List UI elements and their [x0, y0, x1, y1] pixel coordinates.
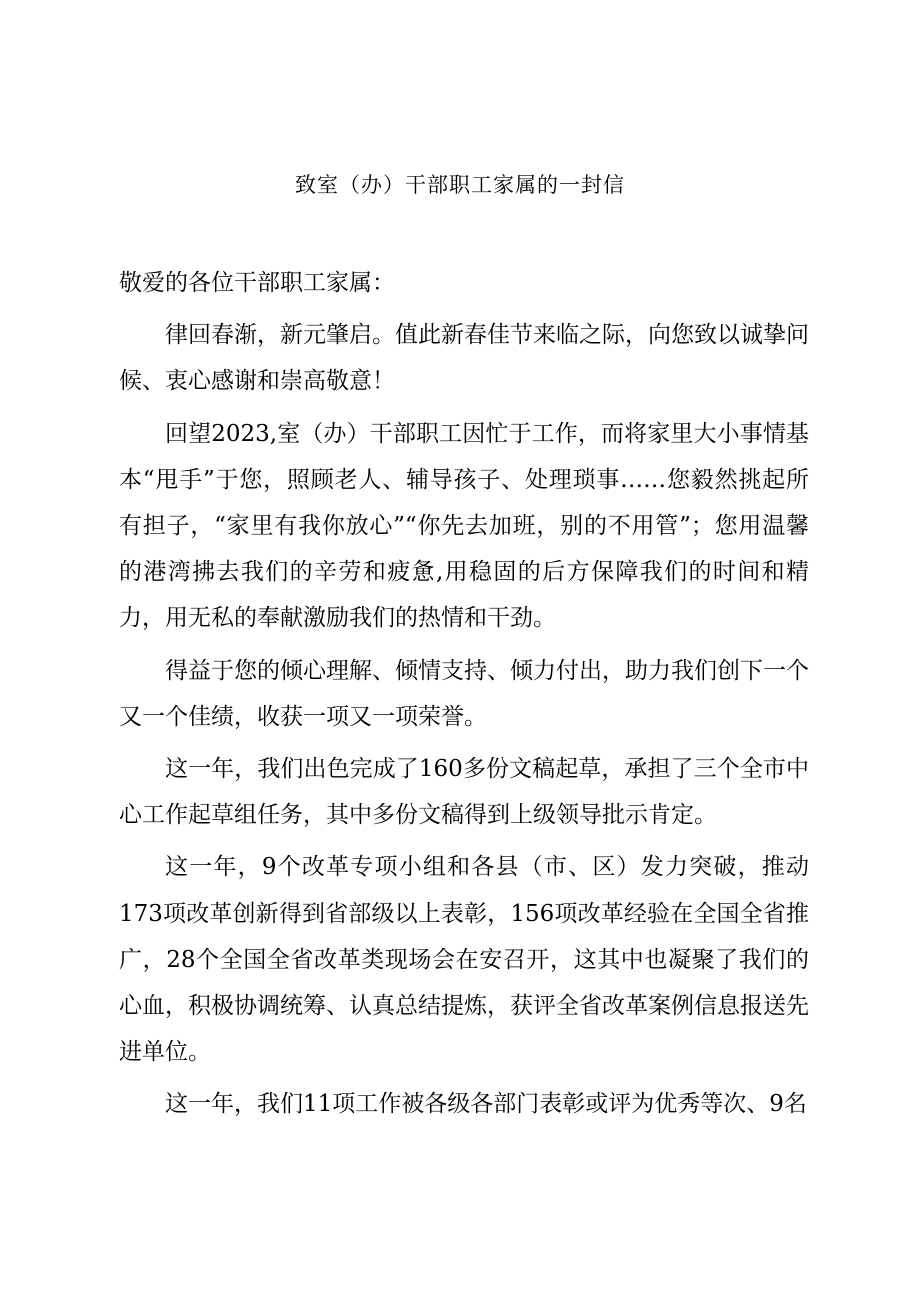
paragraph-review-2023: 回望2023,室（办）干部职工因忙于工作，而将家里大小事情基本“甩手”于您，照顾老人、辅导孩子、处理琐事……您毅然挑起所有担子，“家里有我你放心”“你先去加班，别的不用管”；您用温馨的港湾拂去我们的辛劳和疲惫,用稳固的后方保障我们的时间和精力，用无私的奉献激励我们的热情和干劲。: [119, 420, 809, 632]
paragraph-gratitude: 得益于您的倾心理解、倾情支持、倾力付出，助力我们创下一个又一个佳绩，收获一项又一项荣誉。: [119, 657, 809, 730]
letter-body: [119, 260, 809, 1134]
paragraph-drafting-achievements: 这一年，我们出色完成了160多份文稿起草，承担了三个全市中心工作起草组任务，其中多份文稿得到上级领导批示肯定。: [119, 756, 809, 829]
paragraph-awards: 这一年，我们11项工作被各级各部门表彰或评为优秀等次、9名: [165, 1091, 807, 1118]
paragraph-reform-achievements: 这一年，9个改革专项小组和各县（市、区）发力突破，推动173项改革创新得到省部级以上表彰，156项改革经验在全国全省推广，28个全国全省改革类现场会在安召开，这其中也凝聚了我们的心血，积极协调统筹、认真总结提炼，获评全省改革案例信息报送先进单位。: [119, 854, 809, 1066]
letter-title: 致室（办）干部职工家属的一封信: [295, 173, 625, 197]
paragraph-greeting: 律回春渐，新元肇启。值此新春佳节来临之际，向您致以诚挚问候、衷心感谢和崇高敬意！: [119, 322, 809, 395]
salutation: 敬爱的各位干部职工家属：: [119, 270, 395, 296]
